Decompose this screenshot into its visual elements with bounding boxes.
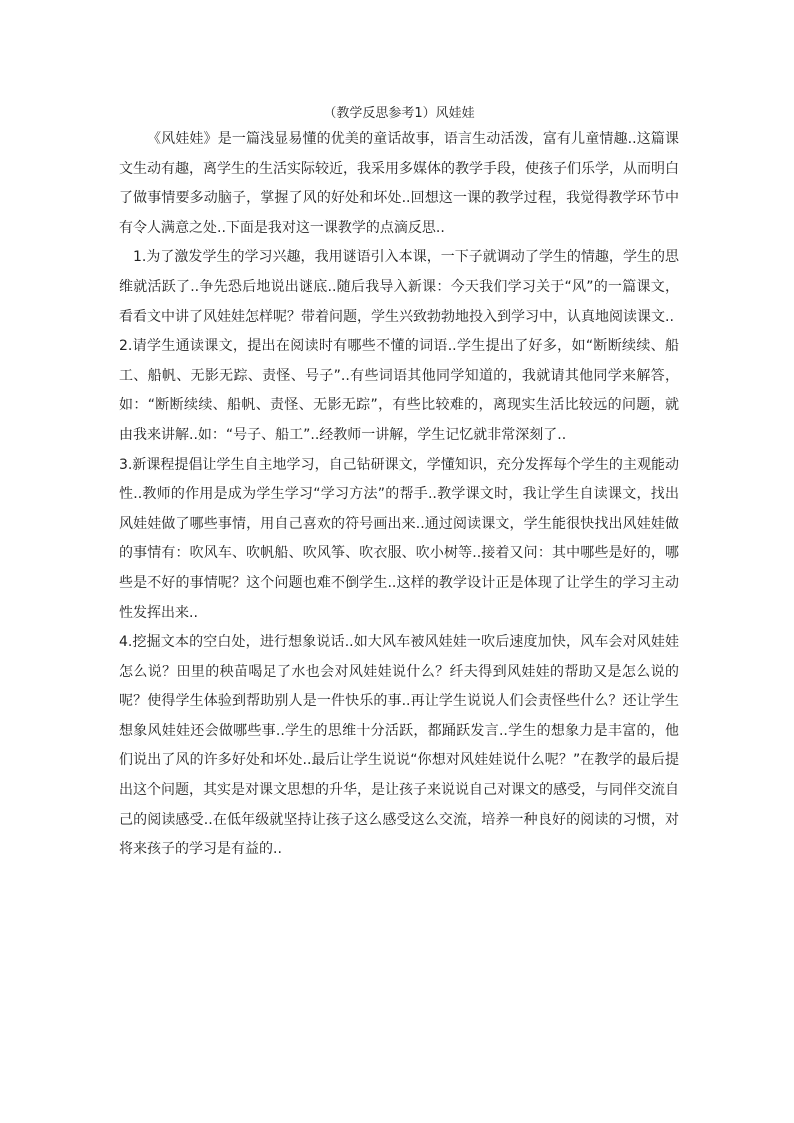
paragraph-point-4: 4.挖掘文本的空白处，进行想象说话..如大风车被风娃娃一吹后速度加快，风车会对风娃娃怎么说？田里的秧苗喝足了水也会对风娃娃说什么？纤夫得到风娃娃的帮助又是怎么说的呢？使得学生体验到帮助别人是一件快乐的事..再让学生说说人们会责怪些什么？还让学生想象风娃娃还会做哪些事..学生的思维十分活跃，都踊跃发言..学生的想象力是丰富的，他们说出了风的许多好处和坏处..最后让学生说说“你想对风娃娃说什么呢？”在教学的最后提出这个问题，其实是对课文思想的升华，是让孩子来说说自己对课文的感受，与同伴交流自己的阅读感受..在低年级就坚持让孩子这么感受这么交流，培养一种良好的阅读的习惯，对将来孩子的学习是有益的.. — [119, 634, 679, 858]
document-title: （教学反思参考1）风娃娃 — [323, 106, 475, 121]
paragraph-point-3: 3.新课程提倡让学生自主地学习，自己钻研课文，学懂知识，充分发挥每个学生的主观能动性..教师的作用是成为学生学习“学习方法”的帮手..教学课文时，我让学生自读课文，找出风娃娃做了哪些事情，用自己喜欢的符号画出来..通过阅读课文，学生能很快找出风娃娃做的事情有：吹风车、吹帆船、吹风筝、吹衣服、吹小树等..接着又问：其中哪些是好的，哪些是不好的事情呢？这个问题也难不倒学生..这样的教学设计正是体现了让学生的学习主动性发挥出来.. — [119, 456, 679, 621]
paragraph-point-2: 2.请学生通读课文，提出在阅读时有哪些不懂的词语..学生提出了好多，如“断断续续、船工、船帆、无影无踪、责怪、号子”..有些词语其他同学知道的，我就请其他同学来解答，如：“断断续续、船帆、责怪、无影无踪”，有些比较难的，离现实生活比较远的问题，就由我来讲解..如：“号子、船工”..经教师一讲解，学生记忆就非常深刻了.. — [119, 338, 679, 443]
document-body — [119, 104, 679, 865]
paragraph-intro: 《风娃娃》是一篇浅显易懂的优美的童话故事，语言生动活泼，富有儿童情趣..这篇课文生动有趣，离学生的生活实际较近，我采用多媒体的教学手段，使孩子们乐学，从而明白了做事情要多动脑子，掌握了风的好处和坏处..回想这一课的教学过程，我觉得教学环节中有令人满意之处..下面是我对这一课教学的点滴反思.. — [119, 131, 679, 236]
paragraph-point-1: 1.为了激发学生的学习兴趣，我用谜语引入本课，一下子就调动了学生的情趣，学生的思维就活跃了..争先恐后地说出谜底..随后我导入新课：今天我们学习关于“风”的一篇课文，看看文中讲了风娃娃怎样呢？带着问题，学生兴致勃勃地投入到学习中，认真地阅读课文.. — [119, 249, 679, 325]
